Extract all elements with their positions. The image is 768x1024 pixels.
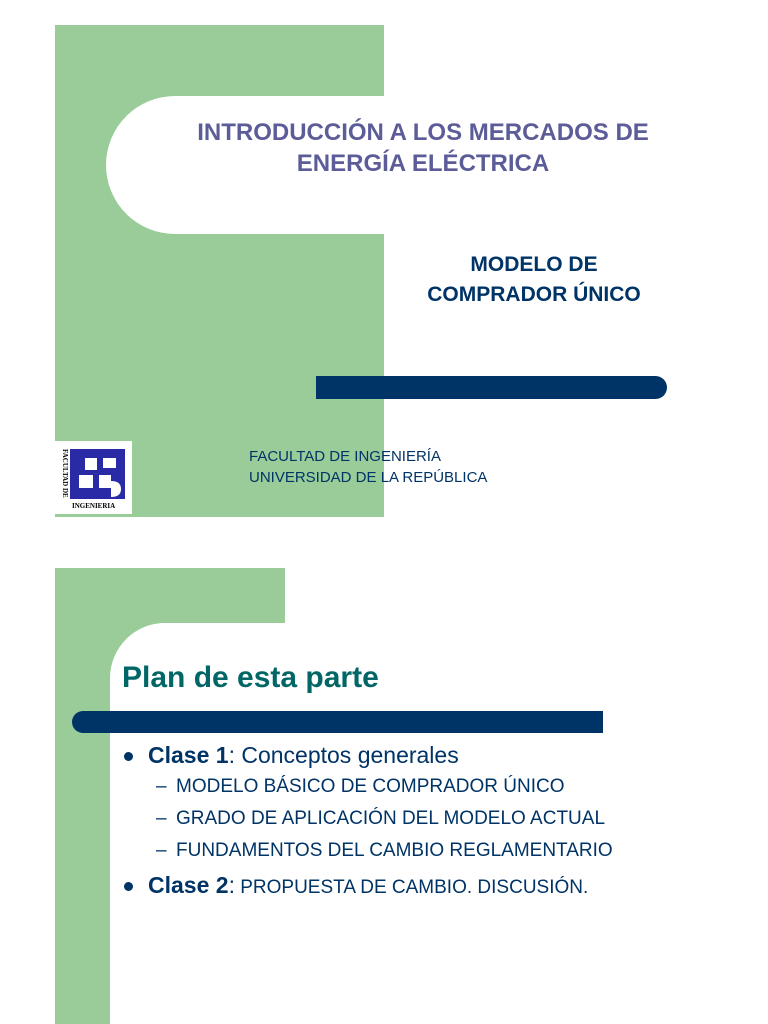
faculty-name: FACULTAD DE INGENIERÍA — [249, 448, 441, 465]
dash-icon: – — [156, 776, 167, 797]
sub-bullet-3-text: FUNDAMENTOS DEL CAMBIO REGLAMENTARIO — [176, 840, 613, 861]
sub-bullet-2 — [122, 806, 742, 832]
sub-bullet-1-text: MODELO BÁSICO DE COMPRADOR ÚNICO — [176, 776, 565, 797]
slide2-divider-bar — [72, 711, 603, 733]
faculty-logo — [55, 441, 132, 514]
slide1-institution — [249, 446, 487, 488]
bullet-clase2 — [122, 870, 742, 903]
slide1-subtitle-line1: MODELO DE — [470, 253, 598, 276]
clase2-separator: : — [228, 872, 235, 898]
clase1-label: Clase 1 — [148, 742, 229, 768]
slide1-subtitle — [384, 250, 684, 310]
clase1-separator: : — [228, 742, 235, 768]
slide1-title — [110, 117, 736, 179]
svg-text:INGENIERIA: INGENIERIA — [72, 502, 116, 510]
svg-text:FACULTAD DE: FACULTAD DE — [61, 449, 69, 498]
faculty-logo-icon — [55, 441, 132, 514]
slide1-subtitle-line2: COMPRADOR ÚNICO — [427, 283, 641, 306]
slide2-title: Plan de esta parte — [122, 661, 379, 694]
clase1-text: Conceptos generales — [234, 742, 459, 768]
university-name: UNIVERSIDAD DE LA REPÚBLICA — [249, 469, 488, 486]
slide1-title-line1: INTRODUCCIÓN A LOS MERCADOS DE — [197, 119, 649, 146]
bullet-dot-icon — [124, 882, 133, 891]
bullet-dot-icon — [124, 752, 133, 761]
clase2-label: Clase 2 — [148, 872, 229, 898]
sub-bullet-3 — [122, 838, 742, 864]
slide2-bullet-list — [122, 740, 742, 907]
slide1-title-line2: ENERGÍA ELÉCTRICA — [296, 150, 550, 177]
clase2-text: PROPUESTA DE CAMBIO. DISCUSIÓN. — [234, 877, 589, 898]
slide1-divider-bar — [316, 376, 667, 399]
sub-bullet-2-text: GRADO DE APLICACIÓN DEL MODELO ACTUAL — [176, 808, 606, 829]
sub-bullet-1 — [122, 774, 742, 800]
dash-icon: – — [156, 840, 167, 861]
bullet-clase1 — [122, 740, 742, 770]
dash-icon: – — [156, 808, 167, 829]
